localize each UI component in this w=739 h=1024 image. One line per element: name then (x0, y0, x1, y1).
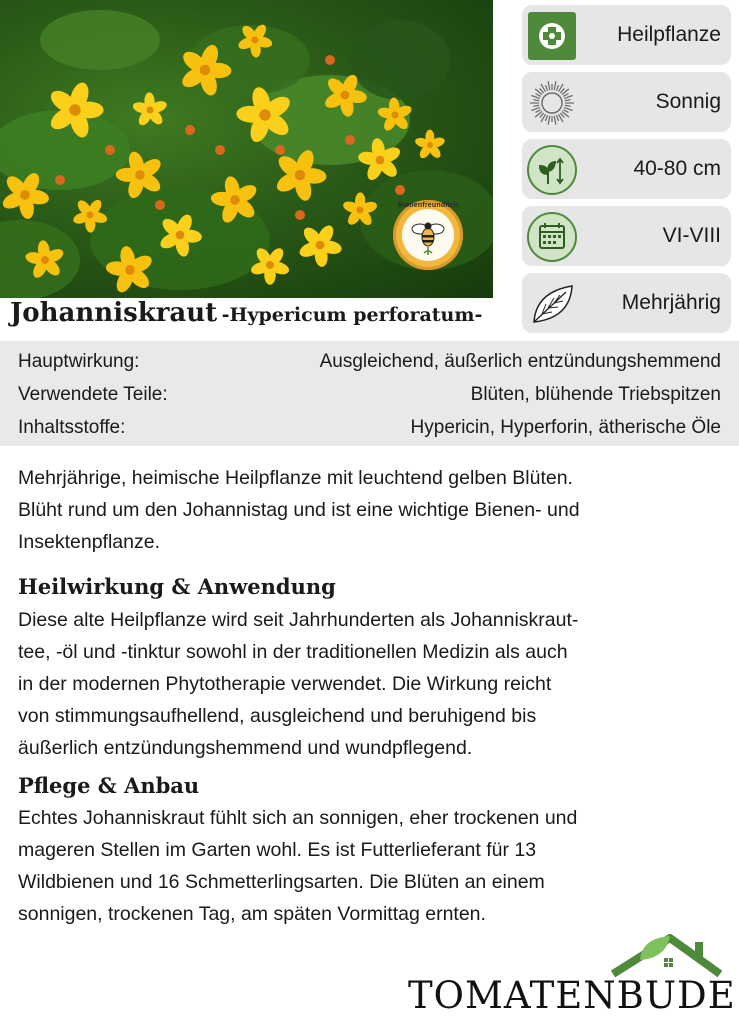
sun-ray (531, 107, 539, 110)
info-label-light: Sonnig (655, 90, 721, 113)
text-line: sonnigen, trockenen Tag, am späten Vormittag ernten. (18, 903, 486, 925)
bud (185, 125, 195, 135)
section-text-care (18, 802, 723, 930)
house-roof-icon (408, 930, 728, 978)
sun-icon (526, 77, 578, 129)
text-line: tee, -öl und -tinktur sowohl in der traditionellen Medizin als auch (18, 641, 568, 663)
text-line: Wildbienen und 16 Schmetterlingsarten. Die Blüten an einem (18, 871, 545, 893)
bud (395, 185, 405, 195)
sun-ray (548, 116, 550, 125)
sun-ray (563, 94, 568, 97)
sun-ray (565, 105, 571, 106)
info-box-light (522, 72, 731, 132)
badge-text: Bienenfreundlich (397, 202, 459, 209)
bee-friendly-badge (393, 200, 463, 270)
bud (325, 55, 335, 65)
sun-ray (536, 94, 541, 97)
foliage (40, 10, 160, 70)
sun-ray (565, 100, 571, 101)
medical-cross-icon (526, 10, 578, 62)
leaf-icon (526, 278, 578, 330)
bud (155, 200, 165, 210)
text-line: Diese alte Heilpflanze wird seit Jahrhunderten als Johanniskraut- (18, 609, 579, 631)
info-label-type: Heilpflanze (617, 23, 721, 46)
section-heading-care: Pflege & Anbau (18, 773, 200, 798)
flower (132, 92, 169, 127)
sun-ray (536, 110, 541, 113)
sun-ray (540, 113, 544, 118)
sun-ray (546, 115, 548, 121)
info-label-lifespan: Mehrjährig (621, 291, 721, 314)
brand-wordmark: TOMATENBUDE (408, 974, 736, 1017)
property-value: Blüten, blühende Triebspitzen (470, 384, 721, 405)
property-value: Ausgleichend, äußerlich entzündungshemmend (319, 351, 721, 372)
property-row (18, 345, 721, 379)
bud (345, 135, 355, 145)
sun-ray (556, 85, 558, 91)
text-line: Mehrjährige, heimische Heilpflanze mit leuchtend gelben Blüten. (18, 467, 573, 489)
text-line: mageren Stellen im Garten wohl. Es ist Futterlieferant für 13 (18, 839, 537, 861)
sun-ray (556, 115, 558, 121)
plant-height-icon (526, 144, 578, 196)
property-key: Hauptwirkung: (18, 351, 140, 372)
sun-ray (560, 88, 564, 93)
text-line: Blüht rund um den Johannistag und ist eine wichtige Bienen- und (18, 499, 580, 521)
sun-ray (564, 95, 572, 98)
text-line: Insektenpflanze. (18, 531, 161, 553)
text-line: Echtes Johanniskraut fühlt sich an sonnigen, eher trockenen und (18, 807, 578, 829)
property-key: Inhaltsstoffe: (18, 417, 126, 438)
info-label-bloom: VI-VIII (662, 224, 721, 247)
sun-ray (563, 110, 568, 113)
sun-ray (554, 81, 556, 90)
info-box-bloom (522, 206, 731, 266)
sun-ray (564, 107, 572, 110)
property-row (18, 378, 721, 412)
info-box-lifespan (522, 273, 731, 333)
sun-ray (531, 95, 539, 98)
text-line: äußerlich entzündungshemmend und wundpflegend. (18, 737, 473, 759)
calendar-icon (526, 211, 578, 263)
sun-ray (554, 116, 556, 125)
intro-text (18, 462, 723, 558)
bud (295, 210, 305, 220)
section-text-effect (18, 604, 723, 764)
sun-ray (540, 88, 544, 93)
section-heading-effect: Heilwirkung & Anwendung (18, 574, 336, 599)
sun-ray (533, 100, 539, 101)
bud (105, 145, 115, 155)
brand-logo (408, 930, 736, 1020)
bud (275, 145, 285, 155)
text-line: von stimmungsaufhellend, ausgleichend und beruhigend bis (18, 705, 537, 727)
flower (297, 223, 343, 268)
latin-name: -Hypericum perforatum- (221, 304, 483, 326)
text-line: in der modernen Phytotherapie verwendet. Die Wirkung reicht (18, 673, 552, 695)
sun-ray (560, 113, 564, 118)
sun-ray (533, 105, 539, 106)
info-box-height (522, 139, 731, 199)
flower (414, 130, 446, 161)
bud (55, 175, 65, 185)
bud (215, 145, 225, 155)
page-title (10, 298, 530, 338)
sun-ray (546, 85, 548, 91)
property-value: Hypericin, Hyperforin, ätherische Öle (410, 417, 721, 438)
property-key: Verwendete Teile: (18, 384, 168, 405)
property-row (18, 411, 721, 445)
bee-icon (402, 209, 454, 261)
info-box-type (522, 5, 731, 65)
info-label-height: 40-80 cm (633, 157, 721, 180)
foliage (350, 20, 450, 100)
sun-ray (548, 81, 550, 90)
plant-photo (0, 0, 493, 298)
plant-name: Johanniskraut (10, 298, 218, 328)
badge-ring (402, 209, 454, 261)
properties-table (0, 341, 739, 446)
